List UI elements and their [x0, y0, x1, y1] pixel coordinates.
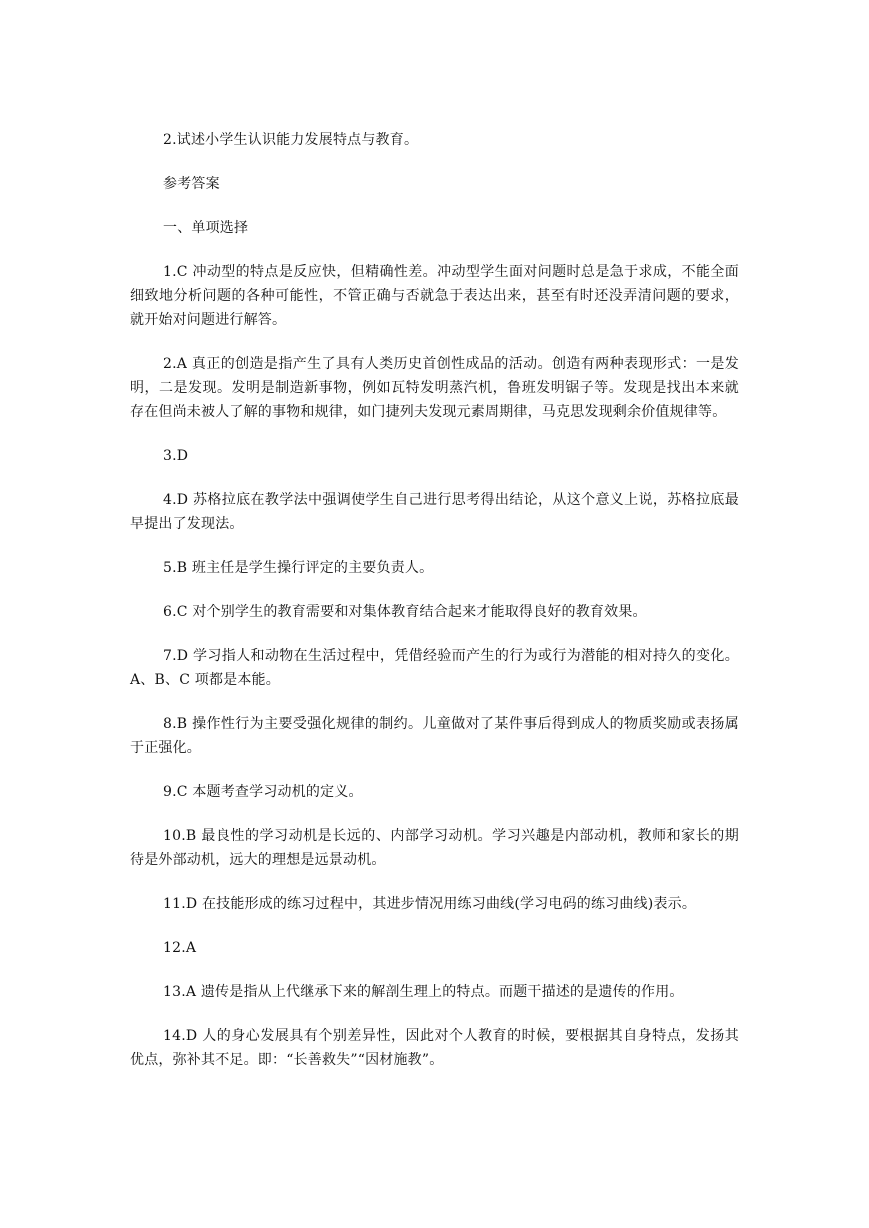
answer-10: 10.B 最良性的学习动机是长远的、内部学习动机。学习兴趣是内部动机，教师和家长的期待是外部动机，远大的理想是远景动机。: [130, 828, 739, 868]
answer-heading: 参考答案: [163, 176, 220, 192]
answer-12: 12.A: [163, 940, 197, 956]
answer-4: 4.D 苏格拉底在教学法中强调使学生自己进行思考得出结论，从这个意义上说，苏格拉底最早提出了发现法。: [130, 492, 739, 532]
question-2: 2.试述小学生认识能力发展特点与教育。: [163, 132, 419, 148]
answer-14: 14.D 人的身心发展具有个别差异性，因此对个人教育的时候，要根据其自身特点，发扬其优点，弥补其不足。即：“长善救失”“因材施教”。: [130, 1028, 739, 1068]
answer-2: 2.A 真正的创造是指产生了具有人类历史首创性成品的活动。创造有两种表现形式：一是发明，二是发现。发明是制造新事物，例如瓦特发明蒸汽机，鲁班发明锯子等。发现是找出本来就存在但尚未被人了解的事物和规律，如门捷列夫发现元素周期律，马克思发现剩余价值规律等。: [130, 356, 739, 420]
answer-6: 6.C 对个别学生的教育需要和对集体教育结合起来才能取得良好的教育效果。: [163, 604, 647, 620]
answer-1: 1.C 冲动型的特点是反应快，但精确性差。冲动型学生面对问题时总是急于求成，不能全面细致地分析问题的各种可能性，不管正确与否就急于表达出来，甚至有时还没弄清问题的要求，就开始对问题进行解答。: [130, 264, 739, 328]
answer-7: 7.D 学习指人和动物在生活过程中，凭借经验而产生的行为或行为潜能的相对持久的变化。A、B、C 项都是本能。: [130, 648, 739, 688]
answer-5: 5.B 班主任是学生操行评定的主要负责人。: [163, 560, 434, 576]
answer-9: 9.C 本题考查学习动机的定义。: [163, 784, 363, 800]
answer-3: 3.D: [163, 448, 189, 464]
answer-13: 13.A 遗传是指从上代继承下来的解剖生理上的特点。而题干描述的是遗传的作用。: [163, 984, 684, 1000]
section-heading: 一、单项选择: [163, 220, 249, 236]
answer-8: 8.B 操作性行为主要受强化规律的制约。儿童做对了某件事后得到成人的物质奖励或表扬属于正强化。: [130, 716, 739, 756]
answer-11: 11.D 在技能形成的练习过程中，其进步情况用练习曲线(学习电码的练习曲线)表示。: [163, 896, 697, 912]
